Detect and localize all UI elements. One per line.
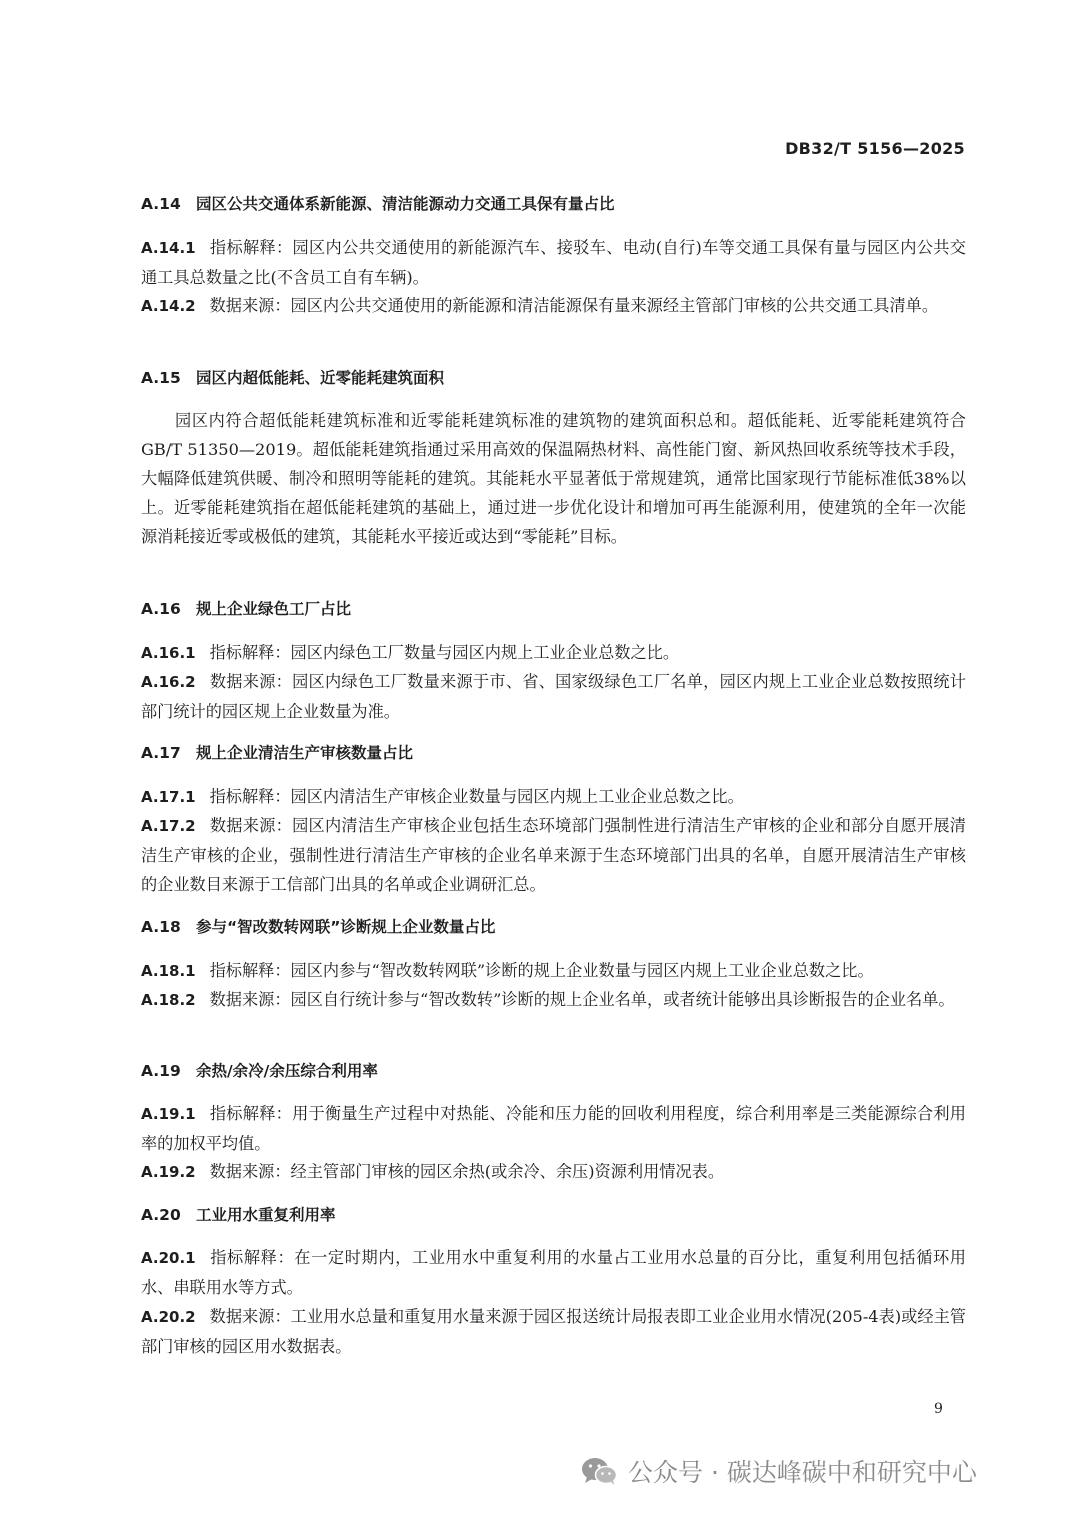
section-heading-a18 bbox=[141, 915, 966, 939]
clause-a17-1 bbox=[141, 782, 966, 812]
clause-a20-2 bbox=[141, 1302, 966, 1361]
clause-number: A.17.2 bbox=[141, 817, 196, 835]
watermark bbox=[580, 1453, 977, 1489]
section-heading-a17 bbox=[141, 741, 966, 765]
clause-number: A.19.1 bbox=[141, 1105, 196, 1123]
clause-a20-1 bbox=[141, 1243, 966, 1302]
section-number: A.16 bbox=[141, 600, 181, 618]
clause-a19-2 bbox=[141, 1157, 966, 1187]
clause-a18-1 bbox=[141, 956, 966, 986]
section-heading-a15 bbox=[141, 366, 966, 390]
section-title: 规上企业绿色工厂占比 bbox=[196, 600, 352, 618]
section-title: 余热/余冷/余压综合利用率 bbox=[196, 1062, 378, 1080]
section-body-a15: 园区内符合超低能耗建筑标准和近零能耗建筑标准的建筑物的建筑面积总和。超低能耗、近零能耗建筑符合GB/T 51350—2019。超低能耗建筑指通过采用高效的保温隔热材料、高性能门窗、新风热回收系统等技术手段，大幅降低建筑供暖、制冷和照明等能耗的建筑。其能耗水平显著低于常规建筑，通常比国家现行节能标准低38%以上。近零能耗建筑指在超低能耗建筑的基础上，通过进一步优化设计和增加可再生能源利用，使建筑的全年一次能源消耗接近零或极低的建筑，其能耗水平接近或达到“零能耗”目标。 bbox=[141, 411, 966, 546]
clause-number: A.20.1 bbox=[141, 1249, 196, 1267]
clause-a16-1 bbox=[141, 638, 966, 668]
clause-a17-2 bbox=[141, 811, 966, 899]
clause-text: 指标解释：用于衡量生产过程中对热能、冷能和压力能的回收利用程度，综合利用率是三类能源综合利用率的加权平均值。 bbox=[141, 1104, 966, 1153]
section-number: A.14 bbox=[141, 195, 181, 213]
section-title: 规上企业清洁生产审核数量占比 bbox=[196, 744, 414, 762]
clause-number: A.20.2 bbox=[141, 1308, 196, 1326]
section-heading-a16 bbox=[141, 597, 966, 621]
clause-text: 数据来源：工业用水总量和重复用水量来源于园区报送统计局报表即工业企业用水情况(205-4表)或经主管部门审核的园区用水数据表。 bbox=[141, 1307, 966, 1356]
section-title: 园区内超低能耗、近零能耗建筑面积 bbox=[196, 369, 445, 387]
clause-text: 数据来源：园区内公共交通使用的新能源和清洁能源保有量来源经主管部门审核的公共交通工具清单。 bbox=[209, 296, 939, 315]
clause-number: A.16.2 bbox=[141, 673, 196, 691]
clause-text: 数据来源：经主管部门审核的园区余热(或余冷、余压)资源利用情况表。 bbox=[209, 1162, 725, 1181]
section-heading-a20 bbox=[141, 1203, 966, 1227]
section-heading-a19 bbox=[141, 1059, 966, 1083]
clause-number: A.17.1 bbox=[141, 788, 196, 806]
section-number: A.17 bbox=[141, 744, 181, 762]
clause-text: 指标解释：园区内公共交通使用的新能源汽车、接驳车、电动(自行)车等交通工具保有量与园区内公共交通工具总数量之比(不含员工自有车辆)。 bbox=[141, 238, 966, 287]
clause-a14-1 bbox=[141, 233, 966, 292]
page-number: 9 bbox=[934, 1401, 943, 1417]
clause-a16-2 bbox=[141, 667, 966, 726]
clause-text: 指标解释：园区内绿色工厂数量与园区内规上工业企业总数之比。 bbox=[209, 643, 680, 662]
clause-number: A.19.2 bbox=[141, 1163, 196, 1181]
section-title: 园区公共交通体系新能源、清洁能源动力交通工具保有量占比 bbox=[196, 195, 615, 213]
clause-text: 数据来源：园区内绿色工厂数量来源于市、省、国家级绿色工厂名单，园区内规上工业企业总数按照统计部门统计的园区规上企业数量为准。 bbox=[141, 672, 966, 721]
section-number: A.20 bbox=[141, 1206, 181, 1224]
clause-number: A.14.1 bbox=[141, 239, 196, 257]
section-title: 工业用水重复利用率 bbox=[196, 1206, 336, 1224]
clause-number: A.18.1 bbox=[141, 962, 196, 980]
clause-text: 指标解释：园区内清洁生产审核企业数量与园区内规上工业企业总数之比。 bbox=[209, 787, 744, 806]
clause-text: 指标解释：在一定时期内，工业用水中重复利用的水量占工业用水总量的百分比，重复利用包括循环用水、串联用水等方式。 bbox=[141, 1248, 966, 1297]
clause-a18-2 bbox=[141, 985, 966, 1015]
clause-a19-1 bbox=[141, 1099, 966, 1158]
section-heading-a14 bbox=[141, 192, 966, 216]
watermark-text: 公众号 · 碳达峰碳中和研究中心 bbox=[628, 1458, 977, 1487]
clause-text: 数据来源：园区内清洁生产审核企业包括生态环境部门强制性进行清洁生产审核的企业和部分自愿开展清洁生产审核的企业，强制性进行清洁生产审核的企业名单来源于生态环境部门出具的名单，自愿开展清洁生产审核的企业数目来源于工信部门出具的名单或企业调研汇总。 bbox=[141, 816, 966, 894]
section-number: A.15 bbox=[141, 369, 181, 387]
section-title: 参与“智改数转网联”诊断规上企业数量占比 bbox=[196, 918, 496, 936]
clause-number: A.18.2 bbox=[141, 991, 196, 1009]
standard-code: DB32/T 5156—2025 bbox=[785, 139, 965, 158]
clause-number: A.16.1 bbox=[141, 644, 196, 662]
clause-number: A.14.2 bbox=[141, 297, 196, 315]
wechat-icon bbox=[580, 1456, 618, 1486]
clause-text: 数据来源：园区自行统计参与“智改数转”诊断的规上企业名单，或者统计能够出具诊断报告的企业名单。 bbox=[209, 990, 955, 1009]
clause-a14-2 bbox=[141, 291, 966, 321]
clause-text: 指标解释：园区内参与“智改数转网联”诊断的规上企业数量与园区内规上工业企业总数之比。 bbox=[209, 961, 874, 980]
section-number: A.18 bbox=[141, 918, 181, 936]
section-number: A.19 bbox=[141, 1062, 181, 1080]
